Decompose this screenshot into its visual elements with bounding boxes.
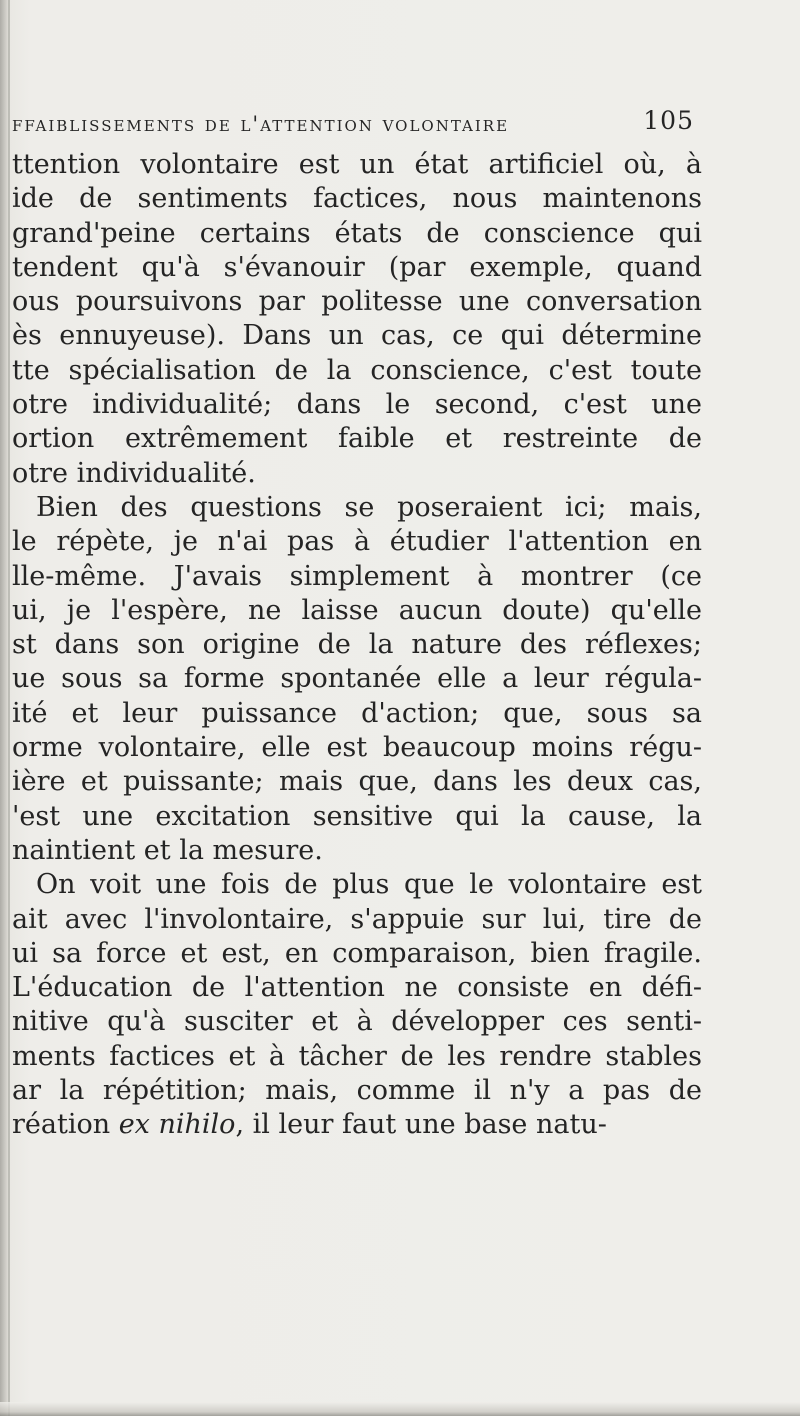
- text-line: ue sous sa forme spontanée elle a leur régula-: [12, 663, 702, 695]
- text-line: ments factices et à tâcher de les rendre stables: [12, 1040, 702, 1072]
- text-line: tte spécialisation de la conscience, c'est toute: [12, 354, 702, 386]
- italic-phrase: ex nihilo: [118, 1109, 236, 1141]
- text-line: ui sa force et est, en comparaison, bien fragile.: [12, 937, 702, 969]
- text-line: réation ex nihilo, il leur faut une base natu-: [12, 1109, 607, 1141]
- text-line: Bien des questions se poseraient ici; mais,: [36, 491, 702, 523]
- page-number: 105: [643, 106, 694, 135]
- text-line: 'est une excitation sensitive qui la cause, la: [12, 800, 702, 832]
- text-line: otre individualité; dans le second, c'est une: [12, 389, 702, 421]
- text-line: On voit une fois de plus que le volontaire est: [36, 869, 702, 901]
- text-line: le répète, je n'ai pas à étudier l'attention en: [12, 526, 702, 558]
- text-line: naintient et la mesure.: [12, 834, 323, 866]
- text-line: ait avec l'involontaire, s'appuie sur lui, tire de: [12, 903, 702, 935]
- body-text: [12, 148, 702, 1143]
- running-title: ffaiblissements de l'attention volontaire: [12, 112, 510, 136]
- text-line: st dans son origine de la nature des réflexes;: [12, 629, 702, 661]
- text-line: ière et puissante; mais que, dans les deux cas,: [12, 766, 702, 798]
- text-line: ité et leur puissance d'action; que, sous sa: [12, 697, 702, 729]
- binding-edge: [8, 0, 10, 1416]
- text-line: otre individualité.: [12, 457, 256, 489]
- running-header: [12, 106, 694, 146]
- text-line: tendent qu'à s'évanouir (par exemple, quand: [12, 251, 702, 283]
- text-line: ar la répétition; mais, comme il n'y a pas de: [12, 1075, 702, 1107]
- text-line: ttention volontaire est un état artificiel où, à: [12, 149, 702, 180]
- text-line: orme volontaire, elle est beaucoup moins régu-: [12, 732, 702, 764]
- text-line: nitive qu'à susciter et à développer ces senti-: [12, 1006, 702, 1038]
- binding-shadow: [0, 0, 8, 1416]
- page-bottom-edge: [0, 1402, 800, 1416]
- text-line: grand'peine certains états de conscience qui: [12, 217, 702, 249]
- text-line: L'éducation de l'attention ne consiste en défi-: [12, 972, 702, 1004]
- text-line: ortion extrêmement faible et restreinte de: [12, 423, 702, 455]
- text-line: ès ennuyeuse). Dans un cas, ce qui détermine: [12, 320, 702, 352]
- text-line: ide de sentiments factices, nous maintenons: [12, 183, 702, 215]
- text-line: ous poursuivons par politesse une conversation: [12, 286, 702, 318]
- text-line: ui, je l'espère, ne laisse aucun doute) qu'elle: [12, 594, 702, 626]
- text-line: lle-même. J'avais simplement à montrer (ce: [12, 560, 702, 592]
